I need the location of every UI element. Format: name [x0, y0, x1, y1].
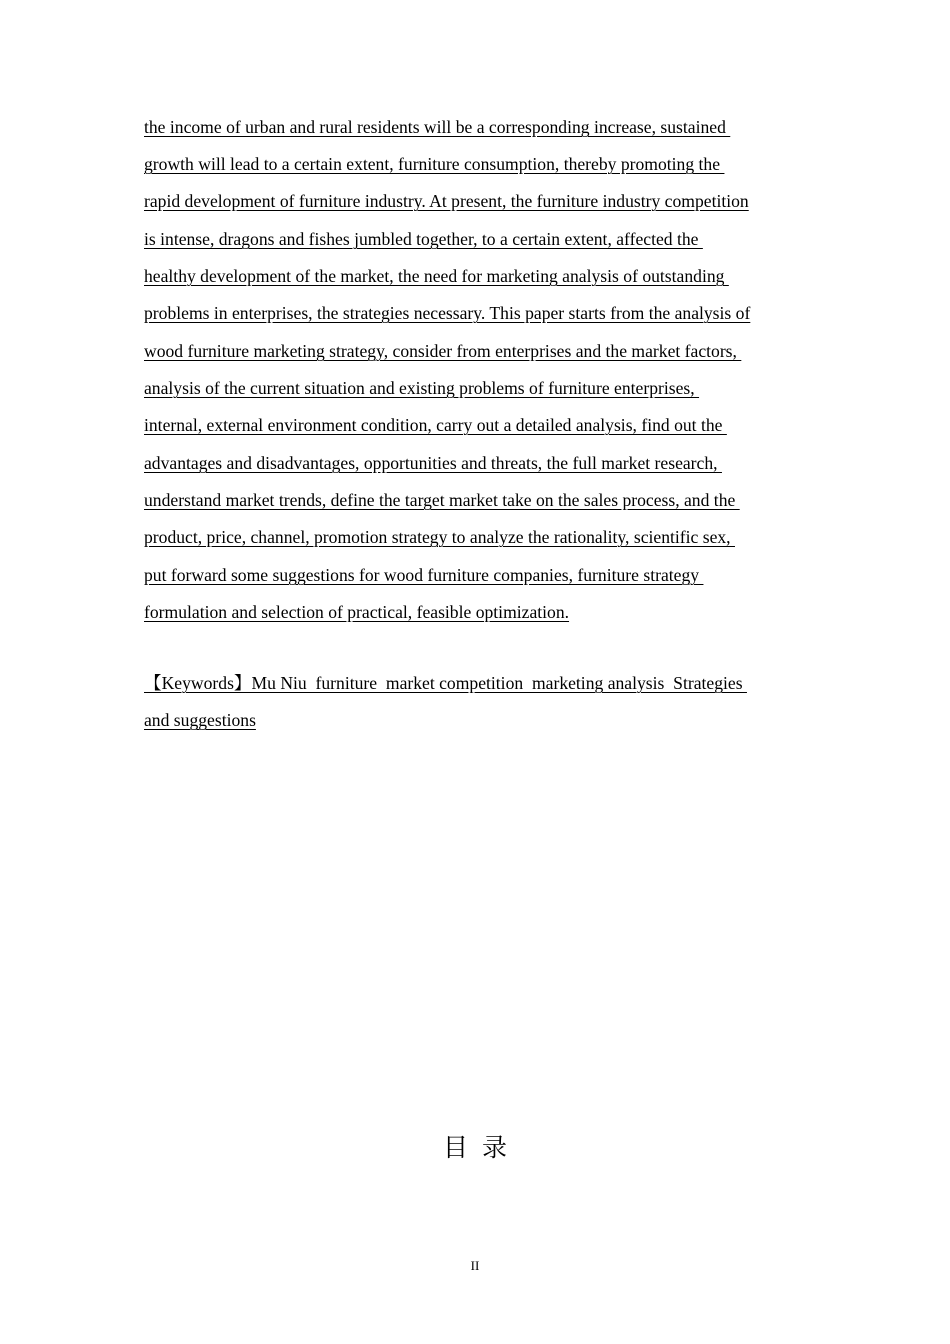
abstract-line: understand market trends, define the target market take on the sales process, and the	[144, 490, 740, 510]
abstract-line: the income of urban and rural residents will be a corresponding increase, sustained	[144, 117, 731, 137]
toc-title: 目录	[442, 1133, 521, 1162]
abstract-line: advantages and disadvantages, opportunities and threats, the full market research,	[144, 453, 722, 473]
abstract-line: healthy development of the market, the need for marketing analysis of outstanding	[144, 266, 729, 286]
abstract-line: rapid development of furniture industry. At present, the furniture industry competition	[144, 191, 749, 211]
abstract-line: internal, external environment condition, carry out a detailed analysis, find out the	[144, 415, 727, 435]
abstract-line: is intense, dragons and fishes jumbled together, to a certain extent, affected the	[144, 229, 703, 249]
abstract-line: problems in enterprises, the strategies necessary. This paper starts from the analysis of	[144, 303, 751, 323]
page-number: II	[470, 1258, 480, 1273]
keywords-line: and suggestions	[144, 710, 256, 730]
abstract-line: product, price, channel, promotion strategy to analyze the rationality, scientific sex,	[144, 527, 735, 547]
abstract-line: wood furniture marketing strategy, consider from enterprises and the market factors,	[144, 341, 742, 361]
keywords-line: 【Keywords】Mu Niu furniture market competition marketing analysis Strategies	[144, 673, 747, 693]
abstract-line: growth will lead to a certain extent, furniture consumption, thereby promoting the	[144, 154, 725, 174]
abstract-line: analysis of the current situation and existing problems of furniture enterprises,	[144, 378, 700, 398]
abstract-line: put forward some suggestions for wood furniture companies, furniture strategy	[144, 565, 704, 585]
abstract-line: formulation and selection of practical, feasible optimization.	[144, 602, 570, 622]
